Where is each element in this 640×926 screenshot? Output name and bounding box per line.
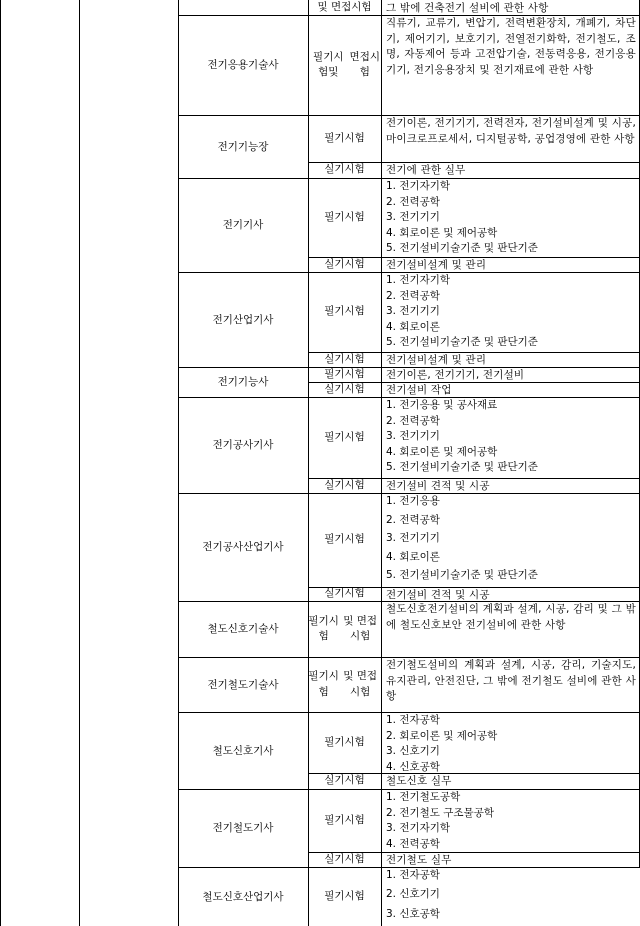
- qualification-name-text: 철도신호기사: [212, 744, 274, 757]
- subject-text: 철도신호 실무: [386, 775, 452, 787]
- qualification-name-text: 전기기능장: [217, 140, 269, 153]
- subject-item: 3. 전기기기: [386, 305, 440, 318]
- exam-type-text: 필기시험: [324, 813, 365, 826]
- subject-item: 2. 전력공학: [386, 414, 440, 427]
- subject-text: 전기설비 견적 및 시공: [386, 480, 490, 492]
- exam-type-text: 실기시험: [324, 382, 365, 395]
- exam-subjects: [382, 179, 639, 257]
- exam-type: [308, 382, 381, 397]
- subject-item: 1. 전기자기학: [386, 180, 451, 192]
- exam-subjects: [382, 163, 639, 178]
- subject-item: 4. 전력공학: [386, 837, 440, 850]
- exam-type-text: 필기시험: [324, 533, 365, 546]
- exam-subjects: [382, 16, 639, 115]
- subject-text: 그 밖에 건축전기 설비에 관한 사항: [386, 2, 549, 14]
- subject-item: 1. 전기응용 및 공사재료: [386, 399, 498, 411]
- qualification-name-text: 전기응용기술사: [207, 59, 279, 71]
- exam-subjects: [382, 588, 639, 601]
- subject-item: 3. 신호기기: [386, 745, 440, 758]
- qualification-name: [178, 789, 308, 867]
- exam-type-text: 필기시험: [324, 131, 365, 144]
- exam-type-text: 및 면접시험: [343, 670, 378, 698]
- qualification-name: [178, 15, 308, 115]
- exam-subjects: [382, 398, 639, 478]
- exam-type: [308, 789, 381, 852]
- exam-type: [308, 352, 381, 367]
- exam-type-text: 면접시험: [349, 50, 380, 78]
- subject-item: 5. 전기설비기술기준 및 판단기준: [386, 336, 538, 349]
- exam-type-text: 필기시험: [324, 735, 365, 748]
- exam-subjects: [382, 774, 639, 789]
- qualification-name: [178, 657, 308, 712]
- exam-subjects: [382, 1, 639, 15]
- exam-type-text: 실기시험: [324, 163, 365, 176]
- exam-type: [308, 773, 381, 789]
- subject-item: 2. 전력공학: [386, 513, 440, 526]
- exam-type-text: 실기시험: [324, 257, 365, 270]
- divider: [79, 0, 80, 926]
- qualification-name-text: 철도신호산업기사: [202, 890, 284, 903]
- exam-type: [308, 493, 381, 587]
- exam-type-text: 필기시험: [324, 430, 365, 443]
- subject-item: 2. 전력공학: [386, 195, 440, 208]
- qualification-name: [178, 0, 308, 15]
- exam-type: [308, 115, 381, 162]
- exam-type-text: 실기시험: [324, 587, 365, 600]
- exam-type: [308, 178, 381, 257]
- subject-item: 3. 전기기기: [386, 211, 440, 224]
- exam-subjects: [382, 602, 639, 657]
- exam-subjects: [382, 853, 639, 867]
- exam-type: [308, 587, 381, 601]
- exam-type: [308, 272, 381, 352]
- qualification-name: [178, 601, 308, 657]
- subject-item: 1. 전자공학: [386, 869, 440, 881]
- qualification-name: [178, 178, 308, 272]
- subject-item: 3. 신호공학: [386, 907, 440, 920]
- subject-item: 1. 전기응용: [386, 495, 440, 507]
- subject-text: 전기설비설계 및 관리: [386, 259, 487, 271]
- qualification-name-text: 전기공사기사: [212, 439, 274, 451]
- subject-item: 2. 신호기기: [386, 888, 440, 901]
- subject-item: 1. 전기철도공학: [386, 791, 461, 803]
- subject-item: 1. 전자공학: [386, 714, 440, 726]
- exam-type: [308, 257, 381, 272]
- subject-item: 2. 회로이론 및 제어공학: [386, 729, 498, 742]
- exam-subjects: [382, 868, 639, 926]
- exam-type: [308, 867, 381, 926]
- divider: [0, 0, 1, 926]
- qualification-name-text: 철도신호기술사: [207, 623, 279, 635]
- exam-type-text: 실기시험: [324, 478, 365, 491]
- exam-type: [308, 162, 381, 178]
- subject-text: 직류기, 교류기, 변압기, 전력변환장치, 개폐기, 차단기, 제어기기, 보호기기, 전열전기화학, 전기철도, 조명, 자동제어 등과 고전압기술, 전동력응용, 전기응용기기, 전기응용장치 및 전기재료에 관한 사항: [386, 17, 636, 76]
- exam-subjects: [382, 116, 639, 162]
- subject-text: 전기에 관한 실무: [386, 164, 466, 176]
- exam-subjects: [382, 494, 639, 587]
- subject-item: 4. 회로이론 및 제어공학: [386, 226, 498, 239]
- exam-type-text: 필기시험: [324, 367, 365, 380]
- qualification-name: [178, 493, 308, 601]
- exam-type-text: 필기시험및: [313, 50, 344, 78]
- exam-type: [308, 397, 381, 478]
- exam-subjects: [382, 353, 639, 367]
- qualification-name: [178, 867, 308, 926]
- exam-type-text: 필기시험: [324, 210, 365, 223]
- subject-item: 4. 신호공학: [386, 760, 440, 773]
- exam-type-text: 및 면접시험: [343, 614, 378, 642]
- subject-item: 2. 전기철도 구조물공학: [386, 806, 494, 819]
- exam-subjects: [382, 383, 639, 397]
- subject-item: 1. 전기자기학: [386, 274, 451, 286]
- subject-item: 2. 전력공학: [386, 289, 440, 302]
- exam-type-text: 필기시험: [324, 889, 365, 902]
- qualification-name: [178, 272, 308, 367]
- qualification-name: [178, 397, 308, 493]
- qualification-name-text: 전기철도기술사: [207, 678, 279, 691]
- subject-text: 전기이론, 전기기기, 전기설비: [386, 369, 525, 381]
- subject-item: 5. 전기설비기술기준 및 판단기준: [386, 569, 538, 582]
- exam-type: [308, 0, 381, 15]
- qualification-name: [178, 712, 308, 789]
- subject-item: 3. 전기자기학: [386, 822, 451, 835]
- subject-text: 전기철도설비의 계획과 설계, 시공, 감리, 기술지도, 유지관리, 안전진단, 그 밖에 전기철도 설비에 관한 사항: [386, 659, 636, 703]
- exam-type-text: 실기시험: [324, 852, 365, 865]
- subject-item: 4. 회로이론: [386, 320, 440, 333]
- subject-text: 전기이론, 전기기기, 전력전자, 전기설비설계 및 시공, 마이크로프로세서, 디지털공학, 공업경영에 관한 사항: [386, 117, 636, 145]
- subject-text: 전기철도 실무: [386, 854, 452, 866]
- subject-text: 전기설비 견적 및 시공: [386, 589, 490, 601]
- exam-subjects: [382, 790, 639, 852]
- exam-subjects: [382, 368, 639, 382]
- exam-type-text: 실기시험: [324, 352, 365, 365]
- exam-type: [308, 601, 381, 657]
- exam-type-text: 필기시험: [324, 305, 365, 318]
- exam-subjects: [382, 658, 639, 712]
- exam-type: [308, 852, 381, 867]
- qualification-name-text: 전기철도기사: [212, 822, 274, 834]
- exam-type-text: 및 면접시험: [317, 0, 372, 13]
- qualification-name: [178, 115, 308, 178]
- subject-item: 5. 전기설비기술기준 및 판단기준: [386, 242, 538, 255]
- subject-item: 4. 회로이론: [386, 550, 440, 563]
- exam-type: [308, 478, 381, 493]
- exam-type: [308, 657, 381, 712]
- exam-type-text: 실기시험: [324, 774, 365, 787]
- exam-subjects: [382, 713, 639, 773]
- subject-text: 전기설비설계 및 관리: [386, 354, 487, 366]
- qualification-name-text: 전기산업기사: [212, 313, 274, 326]
- subject-item: 3. 전기기기: [386, 430, 440, 443]
- subject-text: 전기설비 작업: [386, 384, 452, 396]
- qualification-name: [178, 367, 308, 397]
- exam-type: [308, 15, 381, 115]
- subject-item: 3. 전기기기: [386, 532, 440, 545]
- exam-type: [308, 367, 381, 382]
- qualification-name-text: 전기기사: [222, 219, 264, 231]
- exam-type-text: 필기시험: [308, 670, 339, 698]
- subject-item: 4. 회로이론 및 제어공학: [386, 445, 498, 458]
- qualification-name-text: 전기기능사: [217, 376, 269, 388]
- exam-subjects: [382, 258, 639, 272]
- exam-subjects: [382, 479, 639, 493]
- qualification-name-text: 전기공사산업기사: [202, 541, 284, 553]
- exam-type-text: 필기시험: [308, 614, 339, 642]
- exam-subjects: [382, 273, 639, 352]
- subject-item: 5. 전기설비기술기준 및 판단기준: [386, 461, 538, 474]
- exam-type: [308, 712, 381, 773]
- subject-text: 철도신호전기설비의 계획과 설계, 시공, 감리 및 그 밖에 철도신호보안 전기설비에 관한 사항: [386, 603, 636, 631]
